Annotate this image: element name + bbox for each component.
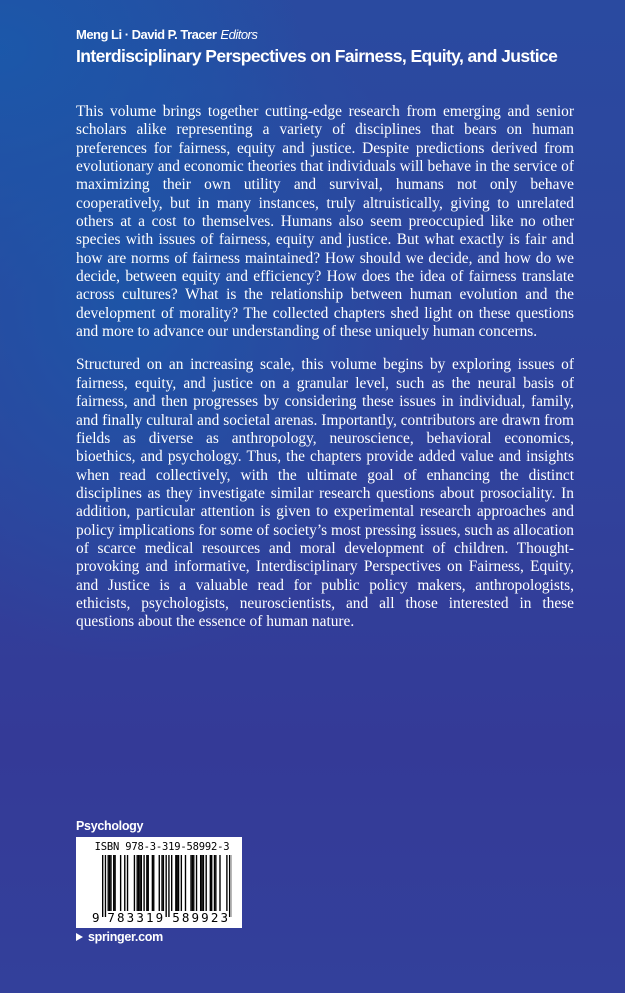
subject-category: Psychology bbox=[76, 819, 144, 833]
publisher-link[interactable] bbox=[76, 930, 163, 944]
play-arrow-icon bbox=[76, 933, 83, 941]
cover-header bbox=[76, 26, 557, 68]
barcode-bars bbox=[92, 855, 232, 923]
svg-text:9: 9 bbox=[92, 910, 100, 923]
svg-text:8: 8 bbox=[117, 910, 125, 923]
svg-text:3: 3 bbox=[136, 910, 144, 923]
isbn-label: ISBN 978-3-319-58992-3 bbox=[94, 841, 230, 853]
svg-text:5: 5 bbox=[172, 910, 180, 923]
isbn-barcode bbox=[76, 837, 242, 928]
publisher-url[interactable]: springer.com bbox=[88, 930, 163, 944]
svg-text:1: 1 bbox=[145, 910, 154, 923]
editors-names: Meng Li · David P. Tracer bbox=[76, 27, 217, 42]
svg-text:7: 7 bbox=[107, 910, 115, 923]
svg-text:9: 9 bbox=[201, 910, 209, 923]
editors-role: Editors bbox=[220, 27, 258, 42]
svg-text:8: 8 bbox=[181, 910, 190, 923]
svg-text:2: 2 bbox=[210, 910, 219, 923]
svg-text:3: 3 bbox=[220, 910, 229, 923]
book-description bbox=[76, 103, 574, 647]
svg-text:9: 9 bbox=[155, 910, 164, 923]
svg-text:9: 9 bbox=[191, 910, 200, 923]
editors-line bbox=[76, 26, 557, 43]
description-paragraph-2: Structured on an increasing scale, this volume begins by exploring issues of fairness, equity, and justice on a granular level, such as the neural basis of fairness, and then progresses by considering these issues in individual, family, and finally cultural and societal arenas. Importantly, contributors are drawn from fields as diverse as anthropology, neuroscience, behavioral economics, bioethics, and psychology. Thus, the chapters provide added value and insights when read collectively, with the ultimate goal of enhancing the distinct disciplines as they investigate similar research questions about prosociality. In addition, particular attention is given to experimental research approaches and policy implications for some of society’s most pressing issues, such as allocation of scarce medical resources and moral development of children. Thought-provoking and informative, Interdisciplinary Perspectives on Fairness, Equity, and Justice is a valuable read for public policy makers, anthropologists, ethicists, psychologists, neuroscientists, and all those interested in these questions about the essence of human nature. bbox=[76, 356, 574, 631]
svg-text:3: 3 bbox=[126, 910, 135, 923]
book-title: Interdisciplinary Perspectives on Fairness, Equity, and Justice bbox=[76, 46, 558, 66]
description-paragraph-1: This volume brings together cutting-edge research from emerging and senior scholars alike representing a variety of disciplines that bears on human preferences for fairness, equity and justice. Despite predictions derived from evolutionary and economic theories that individuals will behave in the service of maximizing their own utility and survival, humans not only behave cooperatively, but in many instances, truly altruistically, giving to unrelated others at a cost to themselves. Humans also seem preoccupied like no other species with issues of fairness, equity and justice. But what exactly is fair and how are norms of fairness maintained? How should we decide, and how do we decide, between equity and efficiency? How does the idea of fairness translate across cultures? What is the relationship between human evolution and the development of morality? The collected chapters shed light on these questions and more to advance our understanding of these uniquely human concerns. bbox=[76, 103, 574, 341]
